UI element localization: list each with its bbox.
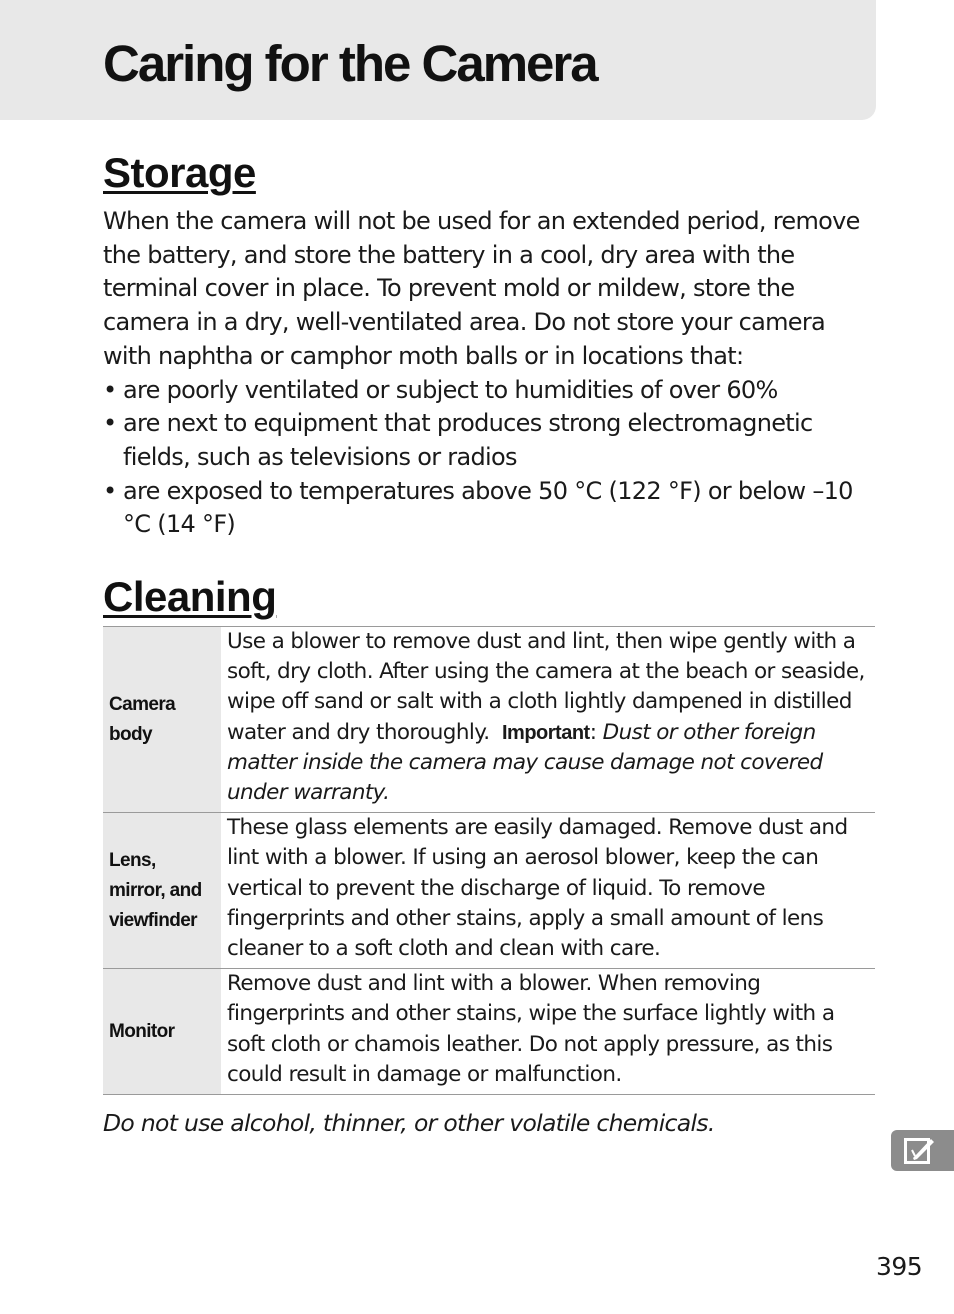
page-number: 395 (876, 1252, 923, 1281)
storage-bullet (103, 407, 878, 474)
bullet-text: are exposed to temperatures above 50 °C (122 °F) or below –10 °C (14 °F) (123, 476, 853, 539)
important-separator: : (589, 719, 597, 745)
important-label: Important (502, 721, 590, 744)
storage-intro: When the camera will not be used for an extended period, remove the battery, and store the battery in a cool, dry area with the terminal cover in place. To prevent mold or mildew, store the camera in a dry, well-ventilated area. Do not store your camera with naphtha or camphor moth balls or in locations that: (103, 207, 860, 370)
row-label-line: Camera (109, 693, 176, 715)
bullet-text: are poorly ventilated or subject to humidities of over 60% (123, 375, 778, 404)
row-label-monitor (103, 969, 221, 1095)
storage-bullet (103, 374, 878, 408)
page-title: Caring for the Camera (103, 35, 597, 92)
row-label-lens (103, 813, 221, 969)
storage-section (103, 205, 878, 542)
row-label-line: Monitor (109, 1020, 175, 1042)
storage-bullet (103, 475, 878, 542)
footer-warning: Do not use alcohol, thinner, or other volatile chemicals. (103, 1109, 715, 1137)
row-description: Remove dust and lint with a blower. When removing fingerprints and other stains, wipe the surface lightly with a soft cloth or chamois leather. Do not apply pressure, as this could result in damage or malfunction. (227, 971, 835, 1087)
technical-notes-icon (901, 1135, 937, 1167)
row-label-line: viewfinder (109, 909, 197, 931)
section-tab (891, 1130, 954, 1171)
table-row (103, 969, 875, 1095)
row-text: Use a blower to remove dust and lint, then wipe gently with a soft, dry cloth. After using the camera at the beach or seaside, wipe off sand or salt with a cloth lightly dampened in distilled water and dry thoroughly. (227, 629, 865, 745)
table-row (103, 813, 875, 969)
important-note: Dust or other foreign matter inside the camera may cause damage not covered under warranty. (227, 719, 823, 806)
storage-bullet-list (103, 374, 878, 543)
row-label-line: mirror, and (109, 879, 202, 901)
row-description (221, 627, 875, 813)
row-label-camera-body (103, 627, 221, 813)
cleaning-table (103, 626, 875, 1095)
storage-heading: Storage (103, 149, 256, 196)
bullet-dot: • (103, 375, 117, 404)
row-description: These glass elements are easily damaged. Remove dust and lint with a blower. If using an aerosol blower, keep the can vertical to prevent the discharge of liquid. To remove fingerprints and other stains, apply a small amount of lens cleaner to a soft cloth and clean with care. (227, 815, 848, 962)
bullet-dot: • (103, 476, 117, 505)
bullet-text: are next to equipment that produces strong electromagnetic fields, such as televisions or radios (123, 409, 813, 471)
cleaning-heading: Cleaning (103, 573, 277, 620)
table-row (103, 627, 875, 813)
row-label-line: Lens, (109, 849, 156, 871)
bullet-dot: • (103, 409, 117, 438)
row-label-line: body (109, 723, 152, 745)
